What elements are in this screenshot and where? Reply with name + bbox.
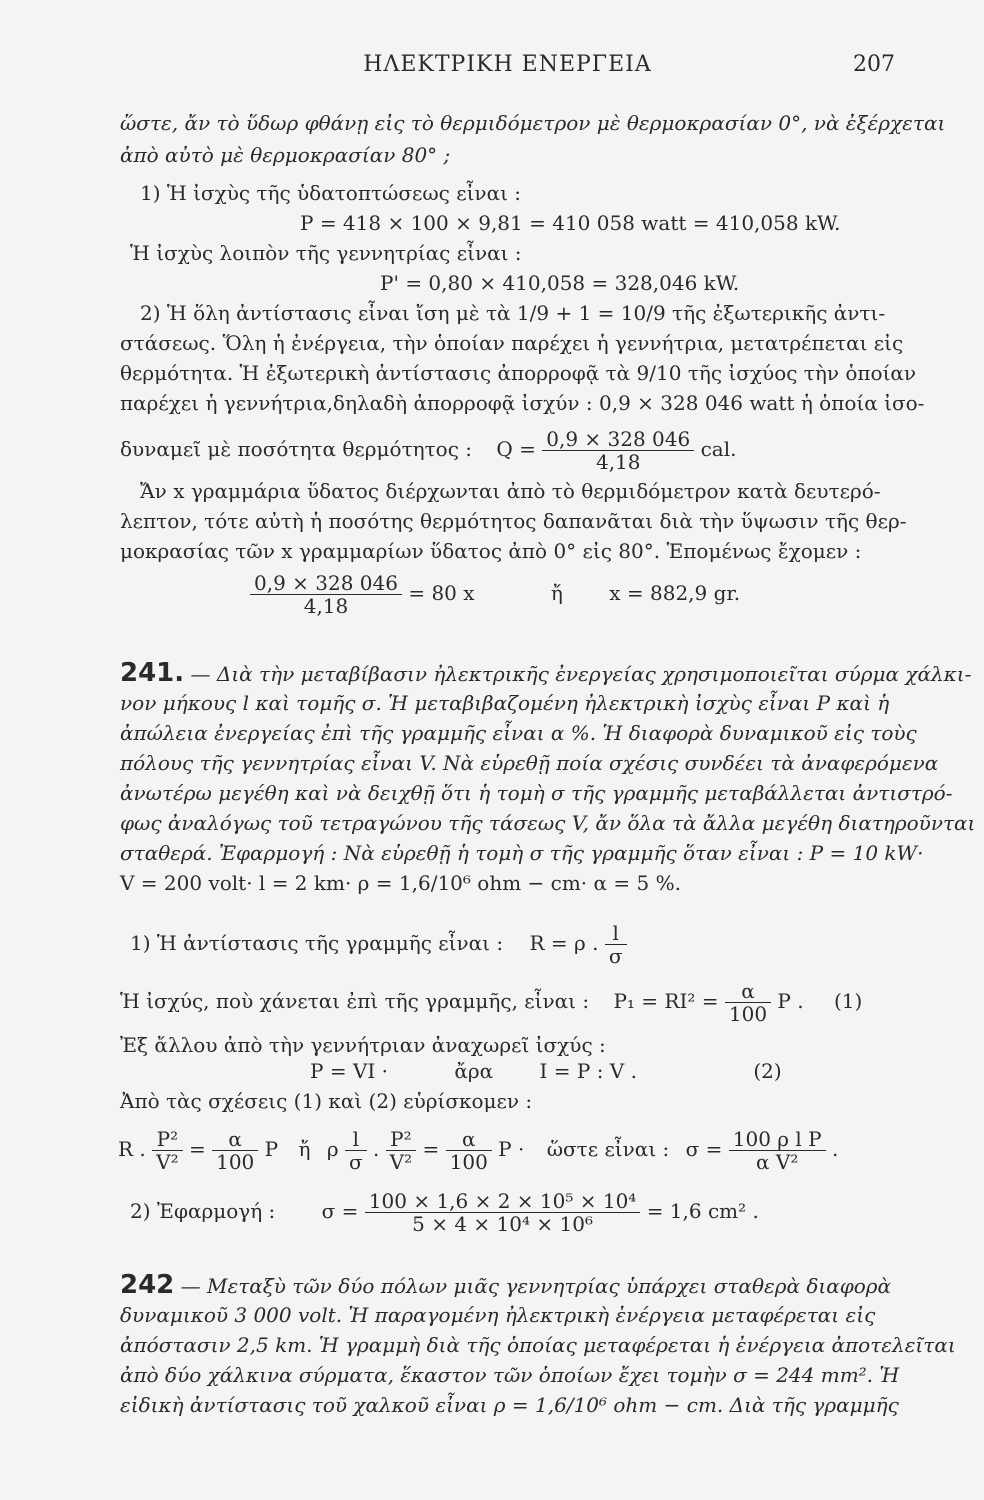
text-line: πόλους τῆς γεννητρίας εἶναι V. Νὰ εὑρεθῇ ποία σχέσις συνδέει τὰ ἀναφερόμενα: [120, 751, 939, 775]
equation-line: [250, 572, 984, 617]
text-span: δυναμεῖ μὲ ποσότητα θερμότητος :: [120, 437, 473, 461]
p1-numerator: α: [725, 980, 771, 1003]
text-line: 1) Ἡ ἰσχὺς τῆς ὑδατοπτώσεως εἶναι :: [140, 181, 522, 205]
result: = 1,6 cm² .: [646, 1199, 759, 1223]
text-line: 2) Ἡ ὅλη ἀντίστασις εἶναι ἴση μὲ τὰ 1/9 + 1 = 10/9 τῆς ἐξωτερικῆς ἀντι-: [140, 301, 886, 325]
dot: .: [831, 1137, 839, 1161]
x-result: x = 882,9 gr.: [609, 581, 741, 605]
x-fraction: [250, 572, 402, 617]
text-line: ὥστε, ἄν τὸ ὕδωρ φθάνῃ εἰς τὸ θερμιδόμετρον μὲ θερμοκρασίαν 0°, νὰ ἐξέρχεται: [120, 111, 946, 135]
problem-number: 241.: [120, 658, 185, 688]
equation-line: [118, 1128, 898, 1173]
x-denominator: 4,18: [303, 594, 349, 618]
fraction: [212, 1128, 258, 1173]
fraction: [345, 1128, 367, 1173]
equation-line: P' = 0,80 × 410,058 = 328,046 kW.: [380, 271, 740, 295]
running-header: [120, 52, 895, 82]
text-line: δυναμικοῦ 3 000 volt. Ἡ παραγομένη ἠλεκτρικὴ ἐνέργεια μεταφέρεται εἰς: [120, 1303, 876, 1327]
text-line: ἀπόστασιν 2,5 km. Ἡ γραμμὴ διὰ τῆς ὁποίας μεταφέρεται ἡ ἐνέργεια ἀποτελεῖται: [120, 1333, 956, 1357]
or-word: ἤ: [550, 581, 563, 605]
q-unit: cal.: [700, 437, 737, 461]
text-line: θερμότητα. Ἡ ἐξωτερικὴ ἀντίστασις ἀπορροφᾷ τὰ 9/10 τῆς ἰσχύος τὴν ὁποίαν: [120, 361, 917, 385]
denominator: σ: [348, 1150, 363, 1174]
equals: =: [188, 1137, 206, 1161]
equation-tag: (1): [833, 989, 863, 1013]
text-line: νον μήκους l καὶ τομῆς σ. Ἡ μεταβιβαζομένη ἠλεκτρικὴ ἰσχὺς εἶναι P καὶ ἡ: [120, 691, 890, 715]
p-sym: P ·: [498, 1137, 525, 1161]
x-numerator: 0,9 × 328 046: [250, 572, 402, 595]
p-sym: P: [264, 1137, 279, 1161]
text-line: λεπτον, τότε αὐτὴ ἡ ποσότης θερμότητος δαπανᾶται διὰ τὴν ὕψωσιν τῆς θερ-: [120, 509, 907, 533]
fraction: [446, 1128, 492, 1173]
rho-sym: ρ: [326, 1137, 339, 1161]
p-eq: P = VI ·: [310, 1059, 388, 1083]
text-line: V = 200 volt· l = 2 km· ρ = 1,6/10⁶ ohm − cm· α = 5 %.: [120, 871, 681, 895]
sigma-eq: σ =: [321, 1199, 359, 1223]
text-line: εἰδικὴ ἀντίστασις τοῦ χαλκοῦ εἶναι ρ = 1,6/10⁶ ohm − cm. Διὰ τῆς γραμμῆς: [120, 1393, 899, 1417]
chapter-title: ΗΛΕΚΤΡΙΚΗ ΕΝΕΡΓΕΙΑ: [363, 52, 652, 77]
x-rhs: = 80 x: [408, 581, 475, 605]
text-line: [120, 428, 900, 473]
text-line: Ἀπὸ τὰς σχέσεις (1) καὶ (2) εὑρίσκομεν :: [120, 1089, 533, 1113]
numerator: P²: [386, 1128, 416, 1151]
fraction: [729, 1128, 826, 1173]
equation-line: [310, 1058, 984, 1084]
r-eq: R = ρ .: [529, 931, 599, 955]
dot: .: [372, 1137, 380, 1161]
numerator: 100 × 1,6 × 2 × 10⁵ × 10⁴: [365, 1190, 641, 1213]
text-line: ἀπὸ αὐτὸ μὲ θερμοκρασίαν 80° ;: [120, 143, 451, 167]
r-sym: R .: [118, 1137, 146, 1161]
numerator: 100 ρ l P: [729, 1128, 826, 1151]
text-span: 1) Ἡ ἀντίστασις τῆς γραμμῆς εἶναι :: [130, 931, 504, 955]
p1-fraction: [725, 980, 771, 1025]
denominator: V²: [156, 1150, 179, 1174]
text-line: Ἄν x γραμμάρια ὕδατος διέρχωνται ἀπὸ τὸ θερμιδόμετρον κατὰ δευτερό-: [140, 479, 881, 503]
text-line: ἀπὸ δύο χάλκινα σύρματα, ἕκαστον τῶν ὁποίων ἔχει τομὴν σ = 244 mm². Ἡ: [120, 1363, 900, 1387]
equation-line: [130, 1190, 910, 1235]
r-fraction: [605, 922, 627, 967]
problem-242-line: [120, 1272, 900, 1299]
p1-eq: P₁ = RI² =: [613, 989, 719, 1013]
text-line: στάσεως. Ὅλη ἡ ἐνέργεια, τὴν ὁποίαν παρέχει ἡ γεννήτρια, μετατρέπεται εἰς: [120, 331, 904, 355]
p1-end: P .: [777, 989, 804, 1013]
numerator: α: [446, 1128, 492, 1151]
fraction: [152, 1128, 182, 1173]
text-line: φως ἀναλόγως τοῦ τετραγώνου τῆς τάσεως V, ἄν ὅλα τὰ ἄλλα μεγέθη διατηροῦνται: [120, 811, 976, 835]
problem-241-line: [120, 658, 972, 688]
text-span: 2) Ἐφαρμογή :: [130, 1199, 276, 1223]
equation-tag: (2): [753, 1059, 782, 1083]
text-line: Ἐξ ἄλλου ἀπὸ τὴν γεννήτριαν ἀναχωρεῖ ἰσχύς :: [120, 1033, 606, 1057]
r-denominator: σ: [608, 944, 623, 968]
ara-word: ἄρα: [454, 1059, 494, 1083]
equation-line: [130, 922, 910, 967]
q-numerator: 0,9 × 328 046: [542, 428, 694, 451]
text-span: — Διὰ τὴν μεταβίβασιν ἠλεκτρικῆς ἐνεργείας χρησιμοποιεῖται σύρμα χάλκι-: [190, 662, 972, 686]
equation-line: P = 418 × 100 × 9,81 = 410 058 watt = 410,058 kW.: [300, 211, 841, 235]
fraction: [386, 1128, 416, 1173]
wste-words: ὥστε εἶναι :: [546, 1137, 670, 1161]
equals: =: [422, 1137, 440, 1161]
equation-line: [120, 980, 900, 1025]
text-line: Ἡ ἰσχὺς λοιπὸν τῆς γεννητρίας εἶναι :: [130, 241, 522, 265]
denominator: α V²: [756, 1150, 799, 1174]
numerator: l: [345, 1128, 367, 1151]
numerator: P²: [152, 1128, 182, 1151]
text-line: μοκρασίας τῶν x γραμμαρίων ὕδατος ἀπὸ 0° εἰς 80°. Ἑπομένως ἔχομεν :: [120, 539, 862, 563]
text-span: — Μεταξὺ τῶν δύο πόλων μιᾶς γεννητρίας ὑπάρχει σταθερὰ διαφορὰ: [180, 1274, 892, 1298]
denominator: 100: [216, 1150, 255, 1174]
text-line: ἀνωτέρω μεγέθη καὶ νὰ δειχθῇ ὅτι ἡ τομὴ σ τῆς γραμμῆς μεταβάλλεται ἀντιστρό-: [120, 781, 953, 805]
text-line: παρέχει ἡ γεννήτρια,δηλαδὴ ἀπορροφᾷ ἰσχύν : 0,9 × 328 046 watt ἡ ὁποία ἰσο-: [120, 391, 925, 415]
text-span: Ἡ ἰσχύς, ποὺ χάνεται ἐπὶ τῆς γραμμῆς, εἶναι :: [120, 989, 590, 1013]
or-word: ἤ: [298, 1137, 311, 1161]
i-eq: I = P : V .: [539, 1059, 637, 1083]
denominator: 100: [449, 1150, 488, 1174]
q-fraction: [542, 428, 694, 473]
denominator: 5 × 4 × 10⁴ × 10⁶: [412, 1212, 593, 1236]
sigma-eq: σ =: [685, 1137, 723, 1161]
numerator: α: [212, 1128, 258, 1151]
application-fraction: [365, 1190, 641, 1235]
text-line: σταθερά. Ἐφαρμογή : Νὰ εὑρεθῇ ἡ τομὴ σ τῆς γραμμῆς ὅταν εἶναι : P = 10 kW·: [120, 841, 924, 865]
q-denominator: 4,18: [595, 450, 641, 474]
p1-denominator: 100: [728, 1002, 768, 1026]
r-numerator: l: [605, 922, 627, 945]
page-number: 207: [853, 52, 895, 77]
q-lhs: Q =: [496, 437, 536, 461]
problem-number: 242: [120, 1270, 175, 1300]
text-line: ἀπώλεια ἐνεργείας ἐπὶ τῆς γραμμῆς εἶναι α %. Ἡ διαφορὰ δυναμικοῦ εἰς τοὺς: [120, 721, 917, 745]
denominator: V²: [389, 1150, 413, 1174]
